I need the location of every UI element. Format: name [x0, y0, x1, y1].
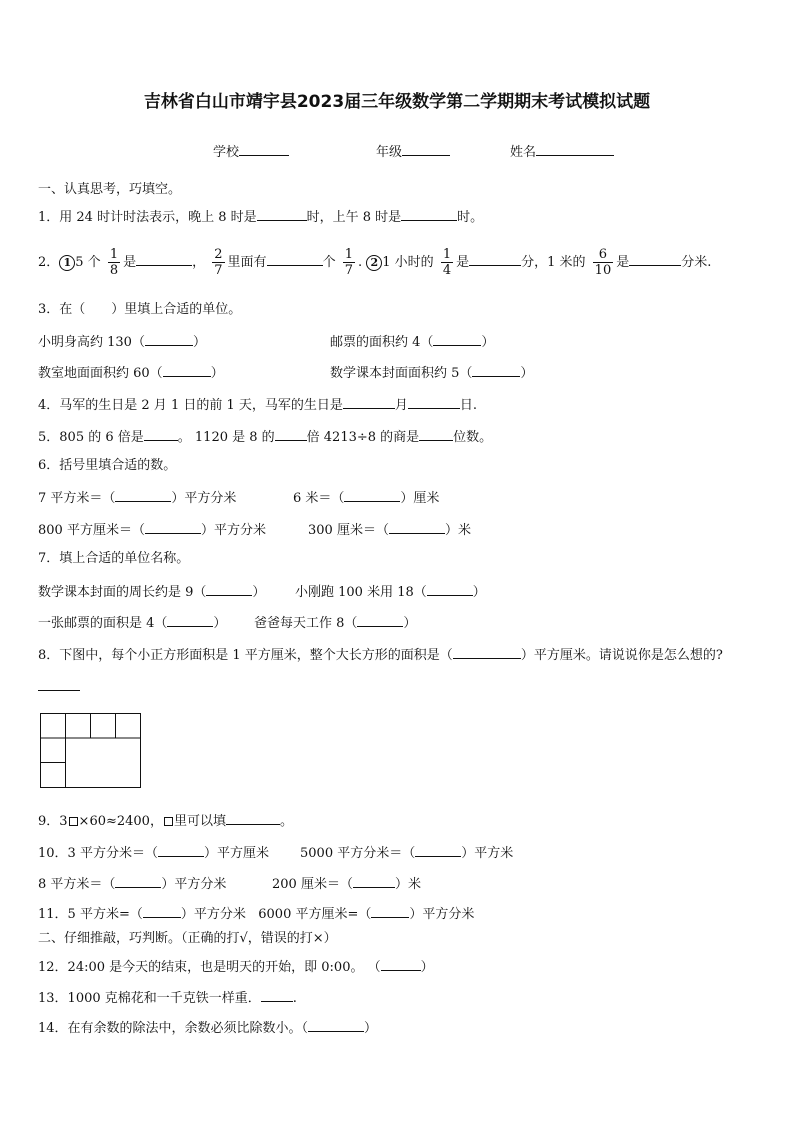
answer-blank[interactable]: [308, 1019, 364, 1032]
answer-blank[interactable]: [143, 905, 181, 918]
circled-number: 2: [366, 255, 382, 271]
question-10-row-2b: 200 厘米＝（ ）米: [272, 877, 421, 892]
answer-blank[interactable]: [144, 428, 178, 441]
circled-number: 1: [59, 255, 75, 271]
question-7-row-2: 一张邮票的面积是 4（ ）: [38, 616, 227, 631]
answer-blank[interactable]: [167, 614, 213, 627]
question-2: 2． 1 5 个 $\frac{1}{8}$ 是 ， $\frac{2}{7}$ 里面有 个 $\frac{1}{7}$ . 2 1 小时的 $\frac{1}{4}$ 是 分，1 米的 $\frac{6}{10}$ 是 分米.: [38, 247, 712, 278]
question-10-row-2: 8 平方米＝（ ）平方分米: [38, 877, 227, 892]
question-8: 8．下图中，每个小正方形面积是 1 平方厘米，整个大长方形的面积是（ ）平方厘米。请说说你是怎么想的?: [38, 648, 723, 663]
question-6-row-2b: 300 厘米＝（ ）米: [308, 523, 471, 538]
fraction: $\frac{6}{10}$: [594, 247, 612, 278]
question-4: 4．马军的生日是 2 月 1 日的前 1 天，马军的生日是 月 日.: [38, 398, 478, 413]
answer-blank[interactable]: [206, 583, 252, 596]
box-placeholder: [69, 817, 78, 826]
fraction: $\frac{2}{7}$: [214, 247, 223, 278]
answer-blank[interactable]: [415, 844, 461, 857]
answer-blank[interactable]: [115, 489, 171, 502]
question-7-heading: 7．填上合适的单位名称。: [38, 551, 190, 566]
question-7-row-2b: 爸爸每天工作 8（ ）: [254, 616, 417, 631]
answer-blank[interactable]: [257, 208, 307, 221]
answer-blank[interactable]: [353, 875, 395, 888]
question-10-row-1: 10．3 平方分米＝（ ）平方厘米: [38, 846, 269, 861]
question-13: 13．1000 克棉花和一千克铁一样重． .: [38, 991, 297, 1006]
answer-blank[interactable]: [275, 428, 307, 441]
question-12: 12．24:00 是今天的结束，也是明天的开始，即 0:00。 （ ）: [38, 960, 434, 975]
question-7-row-1: 数学课本封面的周长约是 9（ ）: [38, 585, 266, 600]
answer-blank[interactable]: [469, 253, 521, 266]
question-3-row-2b: 数学课本封面面积约 5（ ）: [330, 366, 534, 381]
answer-blank[interactable]: [226, 812, 280, 825]
answer-blank[interactable]: [381, 958, 421, 971]
fraction: $\frac{1}{8}$: [109, 247, 119, 278]
question-10-row-1b: 5000 平方分米＝（ ）平方米: [300, 846, 514, 861]
name-blank[interactable]: [536, 143, 614, 156]
answer-blank[interactable]: [453, 646, 521, 659]
box-placeholder: [164, 817, 173, 826]
school-field: 学校: [213, 141, 289, 160]
question-6-row-1: 7 平方米＝（ ）平方分米: [38, 491, 237, 506]
name-field: 姓名: [510, 141, 614, 160]
answer-blank[interactable]: [427, 583, 473, 596]
question-3-row-2: 教室地面面积约 60（ ）: [38, 366, 224, 381]
answer-blank[interactable]: [136, 253, 192, 266]
section-2-heading: 二、仔细推敲，巧判断。（正确的打√，错误的打×）: [38, 931, 337, 946]
answer-blank[interactable]: [433, 333, 481, 346]
question-1: 1．用 24 时计时法表示，晚上 8 时是 时，上午 8 时是 时。: [38, 210, 484, 225]
question-6-row-2: 800 平方厘米＝（ ）平方分米: [38, 523, 266, 538]
answer-blank[interactable]: [472, 364, 520, 377]
question-11: 11．5 平方米=（ ）平方分米 6000 平方厘米=（ ）平方分米: [38, 907, 475, 922]
section-1-heading: 一、认真思考，巧填空。: [38, 182, 182, 197]
question-14: 14．在有余数的除法中，余数必须比除数小。（ ）: [38, 1021, 378, 1036]
answer-blank[interactable]: [629, 253, 681, 266]
answer-blank[interactable]: [357, 614, 403, 627]
answer-blank[interactable]: [145, 333, 193, 346]
answer-blank[interactable]: [344, 489, 400, 502]
fraction: $\frac{1}{4}$: [442, 247, 452, 278]
answer-blank[interactable]: [408, 396, 460, 409]
answer-blank[interactable]: [267, 253, 323, 266]
fraction: $\frac{1}{7}$: [344, 247, 353, 278]
answer-blank[interactable]: [158, 844, 204, 857]
question-6-heading: 6．括号里填合适的数。: [38, 458, 177, 473]
answer-blank[interactable]: [419, 428, 453, 441]
grade-field: 年级: [376, 141, 450, 160]
question-6-row-1b: 6 米＝（ ）厘米: [293, 491, 440, 506]
grade-blank[interactable]: [402, 143, 450, 156]
question-3-row-1b: 邮票的面积约 4（ ）: [330, 335, 495, 350]
answer-blank[interactable]: [261, 989, 293, 1002]
question-3-heading: 3．在（ ）里填上合适的单位。: [38, 302, 242, 317]
answer-blank[interactable]: [115, 875, 161, 888]
answer-blank[interactable]: [389, 521, 445, 534]
question-5: 5．805 的 6 倍是 。 1120 是 8 的 倍 4213÷8 的商是 位数。: [38, 430, 493, 445]
answer-blank[interactable]: [371, 905, 409, 918]
answer-blank[interactable]: [343, 396, 395, 409]
page-title: 吉林省白山市靖宇县2023届三年级数学第二学期期末考试模拟试题: [143, 92, 651, 112]
answer-blank[interactable]: [401, 208, 457, 221]
question-9: 9．3 ×60≈2400， 里可以填 。: [38, 814, 293, 829]
grid-rectangle-figure: [40, 713, 142, 789]
question-7-row-1b: 小刚跑 100 米用 18（ ）: [295, 585, 486, 600]
question-3-row-1: 小明身高约 130（ ）: [38, 335, 206, 350]
school-blank[interactable]: [239, 143, 289, 156]
answer-blank[interactable]: [145, 521, 201, 534]
answer-blank[interactable]: [163, 364, 211, 377]
answer-line[interactable]: [38, 690, 80, 691]
